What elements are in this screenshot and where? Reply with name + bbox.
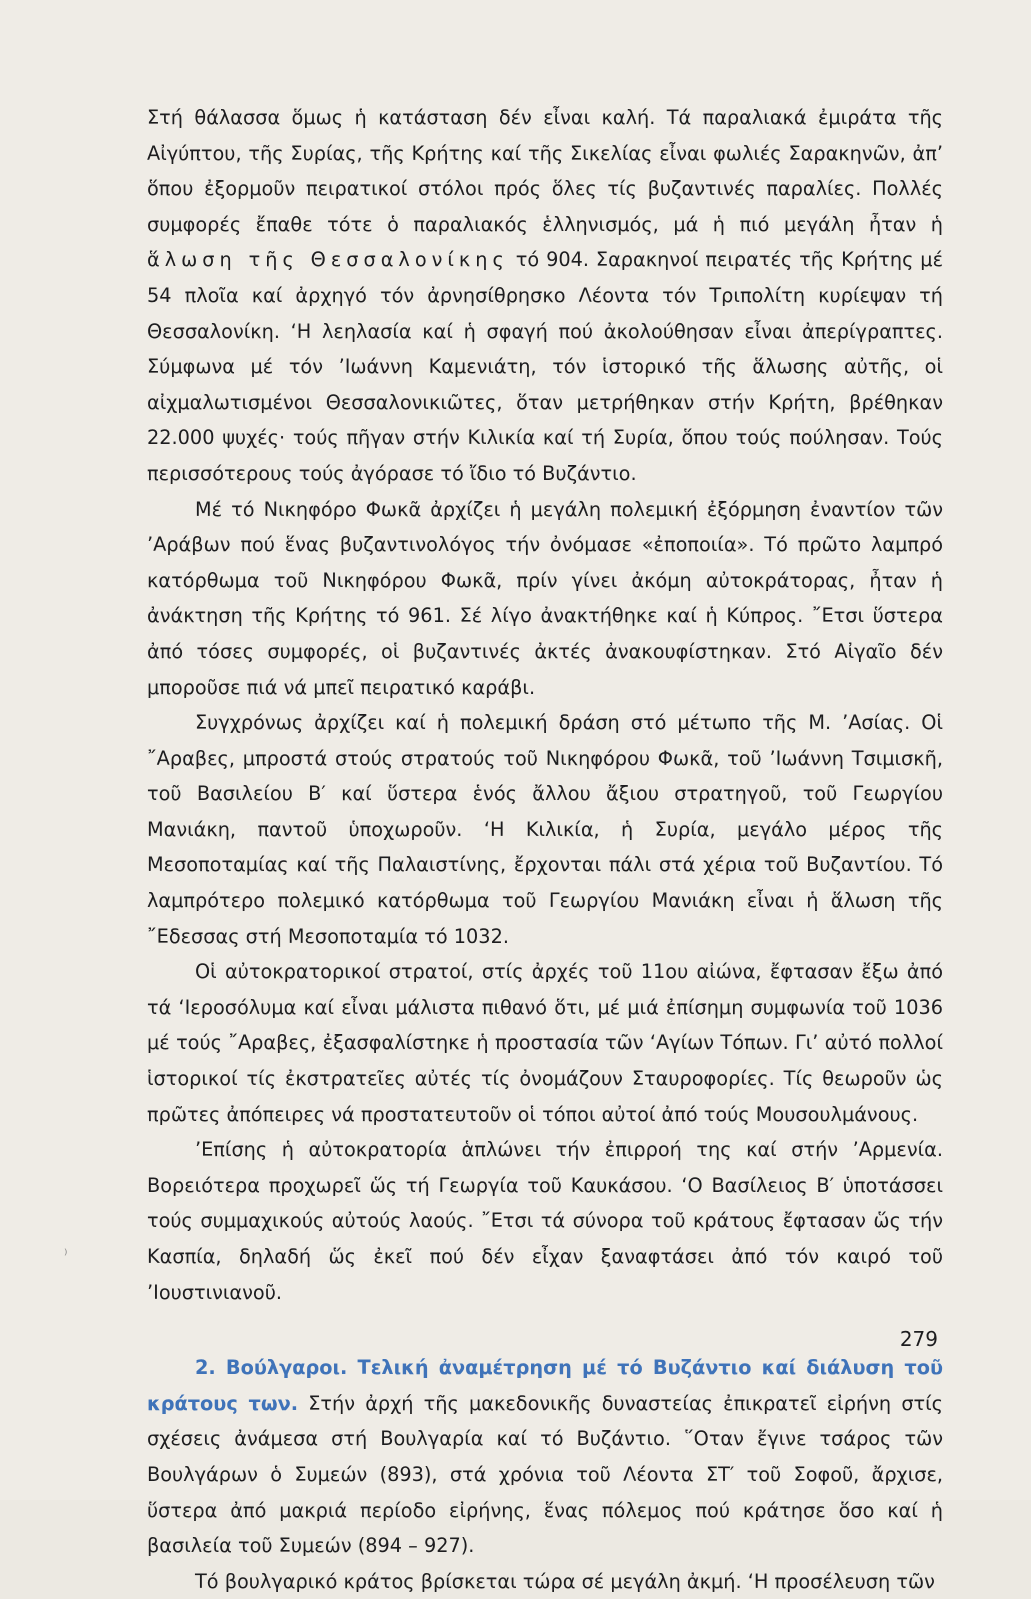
section-heading: 2. Βούλγαροι. Τελική ἀναμέτρηση μέ τό Βυζάντιο καί διάλυση τοῦ κράτους των. — [147, 1356, 943, 1415]
section-body: Στήν ἀρχή τῆς μακεδονικῆς δυναστείας ἐπικρατεῖ εἰρήνη στίς σχέσεις ἀνάμεσα στή Βουλγαρία καί τό Βυζάντιο. ῞Οταν ἔγινε τσάρος τῶν Βουλγάρων ὁ Συμεών (893), στά χρόνια τοῦ Λέοντα ΣΤ′ τοῦ Σοφοῦ, ἄρχισε, ὕστερα ἀπό μακριά περίοδο εἰρήνης, ἕνας πόλεμος πού κράτησε ὅσο καί ἡ βασιλεία τοῦ Συμεών (894 – 927). — [147, 1391, 943, 1558]
body-text — [147, 100, 943, 1599]
section-spacer — [147, 1310, 943, 1350]
paragraph-text: τό 904. Σαρακηνοί πειρατές τῆς Κρήτης μέ 54 πλοῖα καί ἀρχηγό τόν ἀρνησίθρησκο Λέοντα τόν Τριπολίτη κυρίεψαν τή Θεσσαλονίκη. ‘Η λεηλασία καί ἡ σφαγή πού ἀκολούθησαν εἶναι ἀπερίγραπτες. Σύμφωνα μέ τόν ’Ιωάννη Καμενιάτη, τόν ἱστορικό τῆς ἅλωσης αὐτῆς, οἱ αἰχμαλωτισμένοι Θεσσαλονικιῶτες, ὅταν μετρήθηκαν στήν Κρήτη, βρέθηκαν 22.000 ψυχές· τούς πῆγαν στήν Κιλικία καί τή Συρία, ὅπου τούς πούλησαν. Τούς περισσότερους τούς ἀγόρασε τό ἴδιο τό Βυζάντιο. — [147, 248, 943, 485]
margin-mark-icon: ⁾ — [64, 1247, 68, 1263]
page-number: 279 — [899, 1327, 938, 1351]
paragraph-armenia: ’Επίσης ἡ αὐτοκρατορία ἁπλώνει τήν ἐπιρροή της καί στήν ’Αρμενία. Βορειότερα προχωρεῖ ὥς τή Γεωργία τοῦ Καυκάσου. ‘Ο Βασίλειος Β′ ὑποτάσσει τούς συμμαχικούς αὐτούς λαούς. ῎Ετσι τά σύνορα τοῦ κράτους ἔφτασαν ὥς τήν Κασπία, δηλαδή ὥς ἐκεῖ πού δέν εἶχαν ξαναφτάσει ἀπό τόν καιρό τοῦ ’Ιουστινιανοῦ. — [147, 1138, 943, 1304]
paragraph-bulgarians — [147, 1350, 943, 1564]
paragraph-bulgarian-state: Τό βουλγαρικό κράτος βρίσκεται τώρα σέ μεγάλη ἀκμή. ‘Η προσέλευση τῶν — [195, 1569, 935, 1593]
paragraph-asia-minor: Συγχρόνως ἀρχίζει καί ἡ πολεμική δράση στό μέτωπο τῆς Μ. ’Ασίας. Οἱ ῎Αραβες, μπροστά στούς στρατούς τοῦ Νικηφόρου Φωκᾶ, τοῦ ’Ιωάννη Τσιμισκῆ, τοῦ Βασιλείου Β′ καί ὕστερα ἑνός ἄλλου ἄξιου στρατηγοῦ, τοῦ Γεωργίου Μανιάκη, παντοῦ ὑποχωροῦν. ‘Η Κιλικία, ἡ Συρία, μεγάλο μέρος τῆς Μεσοποταμίας καί τῆς Παλαιστίνης, ἔρχονται πάλι στά χέρια τοῦ Βυζαντίου. Τό λαμπρότερο πολεμικό κατόρθωμα τοῦ Γεωργίου Μανιάκη εἶναι ἡ ἅλωση τῆς ῎Εδεσσας στή Μεσοποταμία τό 1032. — [147, 711, 943, 948]
paragraph-sea-situation — [147, 100, 943, 492]
paragraph-nikephoros: Μέ τό Νικηφόρο Φωκᾶ ἀρχίζει ἡ μεγάλη πολεμική ἐξόρμηση ἐναντίον τῶν ’Αράβων πού ἕνας βυζαντινολόγος τήν ὀνόμασε «ἐποποιία». Τό πρῶτο λαμπρό κατόρθωμα τοῦ Νικηφόρου Φωκᾶ, πρίν γίνει ἀκόμη αὐτοκράτορας, ἦταν ἡ ἀνάκτηση τῆς Κρήτης τό 961. Σέ λίγο ἀνακτήθηκε καί ἡ Κύπρος. ῎Ετσι ὕστερα ἀπό τόσες συμφορές, οἱ βυζαντινές ἀκτές ἀνακουφίστηκαν. Στό Αἰγαῖο δέν μποροῦσε πιά νά μπεῖ πειρατικό καράβι. — [147, 497, 943, 699]
paragraph-jerusalem: Οἱ αὐτοκρατορικοί στρατοί, στίς ἀρχές τοῦ 11ου αἰώνα, ἔφτασαν ἔξω ἀπό τά ‘Ιεροσόλυμα καί εἶναι μάλιστα πιθανό ὅτι, μέ μιά ἐπίσημη συμφωνία τοῦ 1036 μέ τούς ῎Αραβες, ἐξασφαλίστηκε ἡ προστασία τῶν ‘Αγίων Τόπων. Γι’ αὐτό πολλοί ἱστορικοί τίς ἐκστρατεῖες αὐτές τίς ὀνομάζουν Σταυροφορίες. Τίς θεωροῦν ὡς πρῶτες ἀπόπειρες νά προστατευτοῦν οἱ τόποι αὐτοί ἀπό τούς Μουσουλμάνους. — [147, 960, 943, 1126]
spaced-phrase: ἅλωση τῆς Θεσσαλονίκης — [147, 248, 509, 272]
paragraph-text: Στή θάλασσα ὅμως ἡ κατάσταση δέν εἶναι καλή. Τά παραλιακά ἐμιράτα τῆς Αἰγύπτου, τῆς Συρίας, τῆς Κρήτης καί τῆς Σικελίας εἶναι φωλιές Σαρακηνῶν, ἀπ’ ὅπου ἐξορμοῦν πειρατικοί στόλοι πρός ὅλες τίς βυζαντινές παραλίες. Πολλές συμφορές ἔπαθε τότε ὁ παραλιακός ἑλληνισμός, μά ἡ πιό μεγάλη ἦταν ἡ — [147, 106, 943, 236]
